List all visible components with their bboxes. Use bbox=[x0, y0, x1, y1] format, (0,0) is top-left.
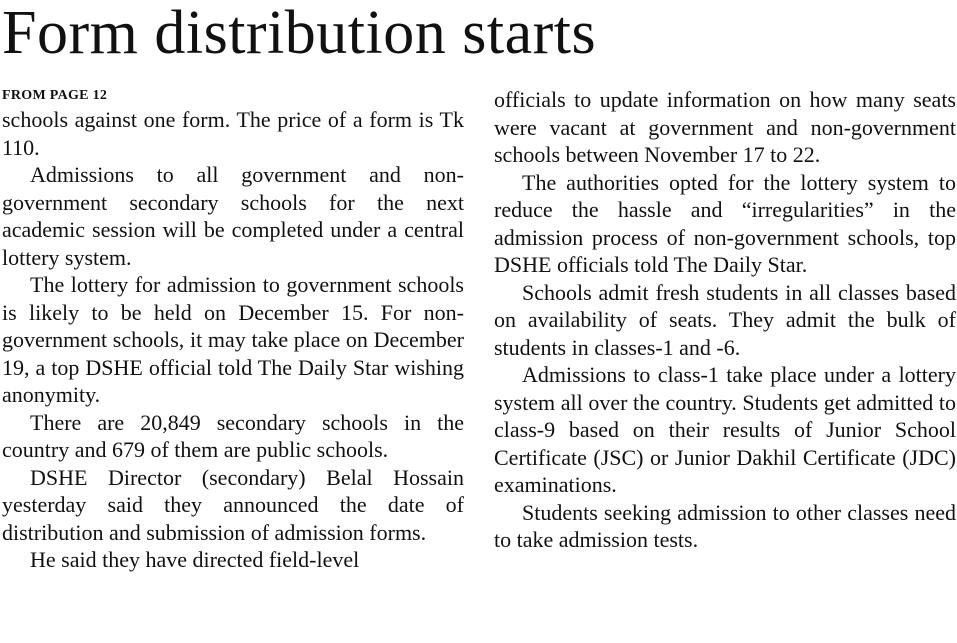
paragraph: DSHE Director (secondary) Belal Hossain yesterday said they announced the date of distribution and submission of admission forms. bbox=[2, 464, 464, 545]
paragraph: Admissions to class-1 take place under a lottery system all over the country. Students get admitted to class-9 based on their results of Junior School Certificate (JSC) or Junior Dakhil Certificate (JDC) examinations. bbox=[494, 362, 956, 497]
right-column bbox=[494, 86, 956, 554]
paragraph: officials to update information on how many seats were vacant at government and non-government schools between November 17 to 22. bbox=[494, 87, 956, 167]
article-headline: Form distribution starts bbox=[2, 0, 597, 67]
paragraph: The lottery for admission to government schools is likely to be held on December 15. For non-government schools, it may take place on December 19, a top DSHE official told The Daily Star wishing anonymity. bbox=[2, 272, 464, 407]
paragraph: Admissions to all government and non-government secondary schools for the next academic session will be completed under a central lottery system. bbox=[2, 162, 464, 270]
paragraph: There are 20,849 secondary schools in the country and 679 of them are public schools. bbox=[2, 409, 464, 462]
paragraph: schools against one form. The price of a form is Tk 110. bbox=[2, 107, 464, 160]
paragraph: He said they have directed field-level bbox=[30, 547, 360, 572]
paragraph: Students seeking admission to other classes need to take admission tests. bbox=[494, 499, 956, 552]
continuation-kicker: FROM PAGE 12 bbox=[2, 88, 108, 103]
paragraph: The authorities opted for the lottery system to reduce the hassle and “irregularities” in the admission process of non-government schools, top DSHE officials told The Daily Star. bbox=[494, 169, 956, 277]
left-column bbox=[2, 86, 464, 574]
paragraph: Schools admit fresh students in all classes based on availability of seats. They admit the bulk of students in classes-1 and -6. bbox=[494, 279, 956, 360]
